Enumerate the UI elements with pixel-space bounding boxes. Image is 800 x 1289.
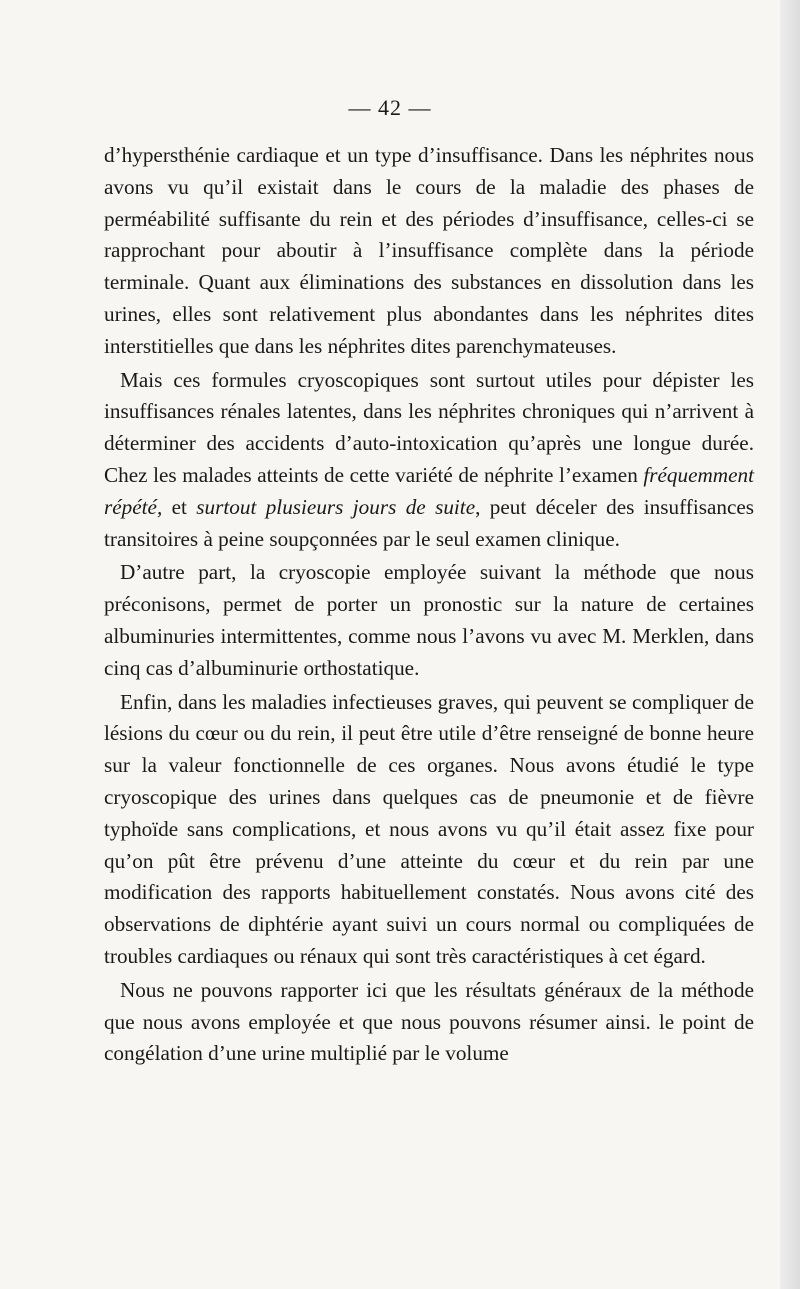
paragraph-2-italic-a: fréquemment répété,: [104, 462, 754, 519]
paragraph-5: [104, 975, 754, 1070]
paragraph-4-text: Enfin, dans les maladies infectieuses graves, qui peuvent se compliquer de lésions du cœur ou du rein, il peut être utile d’être renseigné de bonne heure sur la valeur fonctionnelle de ces organes. Nous avons étudié le type cryoscopique des urines dans quelques cas de pneumonie et de fièvre typhoïde sans complications, et nous avons vu qu’il était assez fixe pour qu’on pût être prévenu d’une atteinte du cœur et du rein par une modification des rapports habituellement constatés. Nous avons cité des observations de diphtérie ayant suivi un cours normal ou compliquées de troubles cardiaques ou rénaux qui sont très caractéristiques à cet égard.: [104, 689, 754, 968]
paragraph-2-text-a: Mais ces formules cryoscopiques sont surtout utiles pour dépister les insuffisances rénales latentes, dans les néphrites chroniques qui n’arrivent à déterminer des accidents d’auto-intoxication qu’après une longue durée. Chez les malades atteints de cette variété de néphrite l’examen: [104, 367, 754, 487]
paragraph-4: [104, 687, 754, 973]
paragraph-5-text: Nous ne pouvons rapporter ici que les résultats généraux de la méthode que nous avons employée et que nous pouvons résumer ainsi. le point de congélation d’une urine multiplié par le volume: [104, 977, 754, 1066]
paragraph-2-text-c: , peut déceler des insuffisances transitoires à peine soupçonnées par le seul examen clinique.: [104, 494, 754, 551]
paragraph-3: [104, 557, 754, 684]
page-binding-edge: [780, 0, 800, 1289]
paragraph-2-text-b: et: [162, 494, 197, 519]
page-number: — 42 —: [348, 95, 432, 120]
paragraph-1-text: d’hypersthénie cardiaque et un type d’insuffisance. Dans les néphrites nous avons vu qu’il existait dans le cours de la maladie des phases de perméabilité suffisante du rein et des périodes d’insuffisance, celles-ci se rapprochant pour aboutir à l’insuffisance complète dans la période terminale. Quant aux éliminations des substances en dissolution dans les urines, elles sont relativement plus abondantes dans les néphrites dites interstitielles que dans les néphrites dites parenchymateuses.: [104, 143, 754, 358]
paragraph-2-italic-b: surtout plusieurs jours de suite: [196, 494, 476, 519]
paragraph-2: [104, 365, 754, 556]
body-text: [104, 140, 754, 1072]
paragraph-1: [104, 140, 754, 363]
paragraph-3-text: D’autre part, la cryoscopie employée suivant la méthode que nous préconisons, permet de porter un pronostic sur la nature de certaines albuminuries intermittentes, comme nous l’avons vu avec M. Merklen, dans cinq cas d’albuminurie orthostatique.: [104, 560, 754, 680]
